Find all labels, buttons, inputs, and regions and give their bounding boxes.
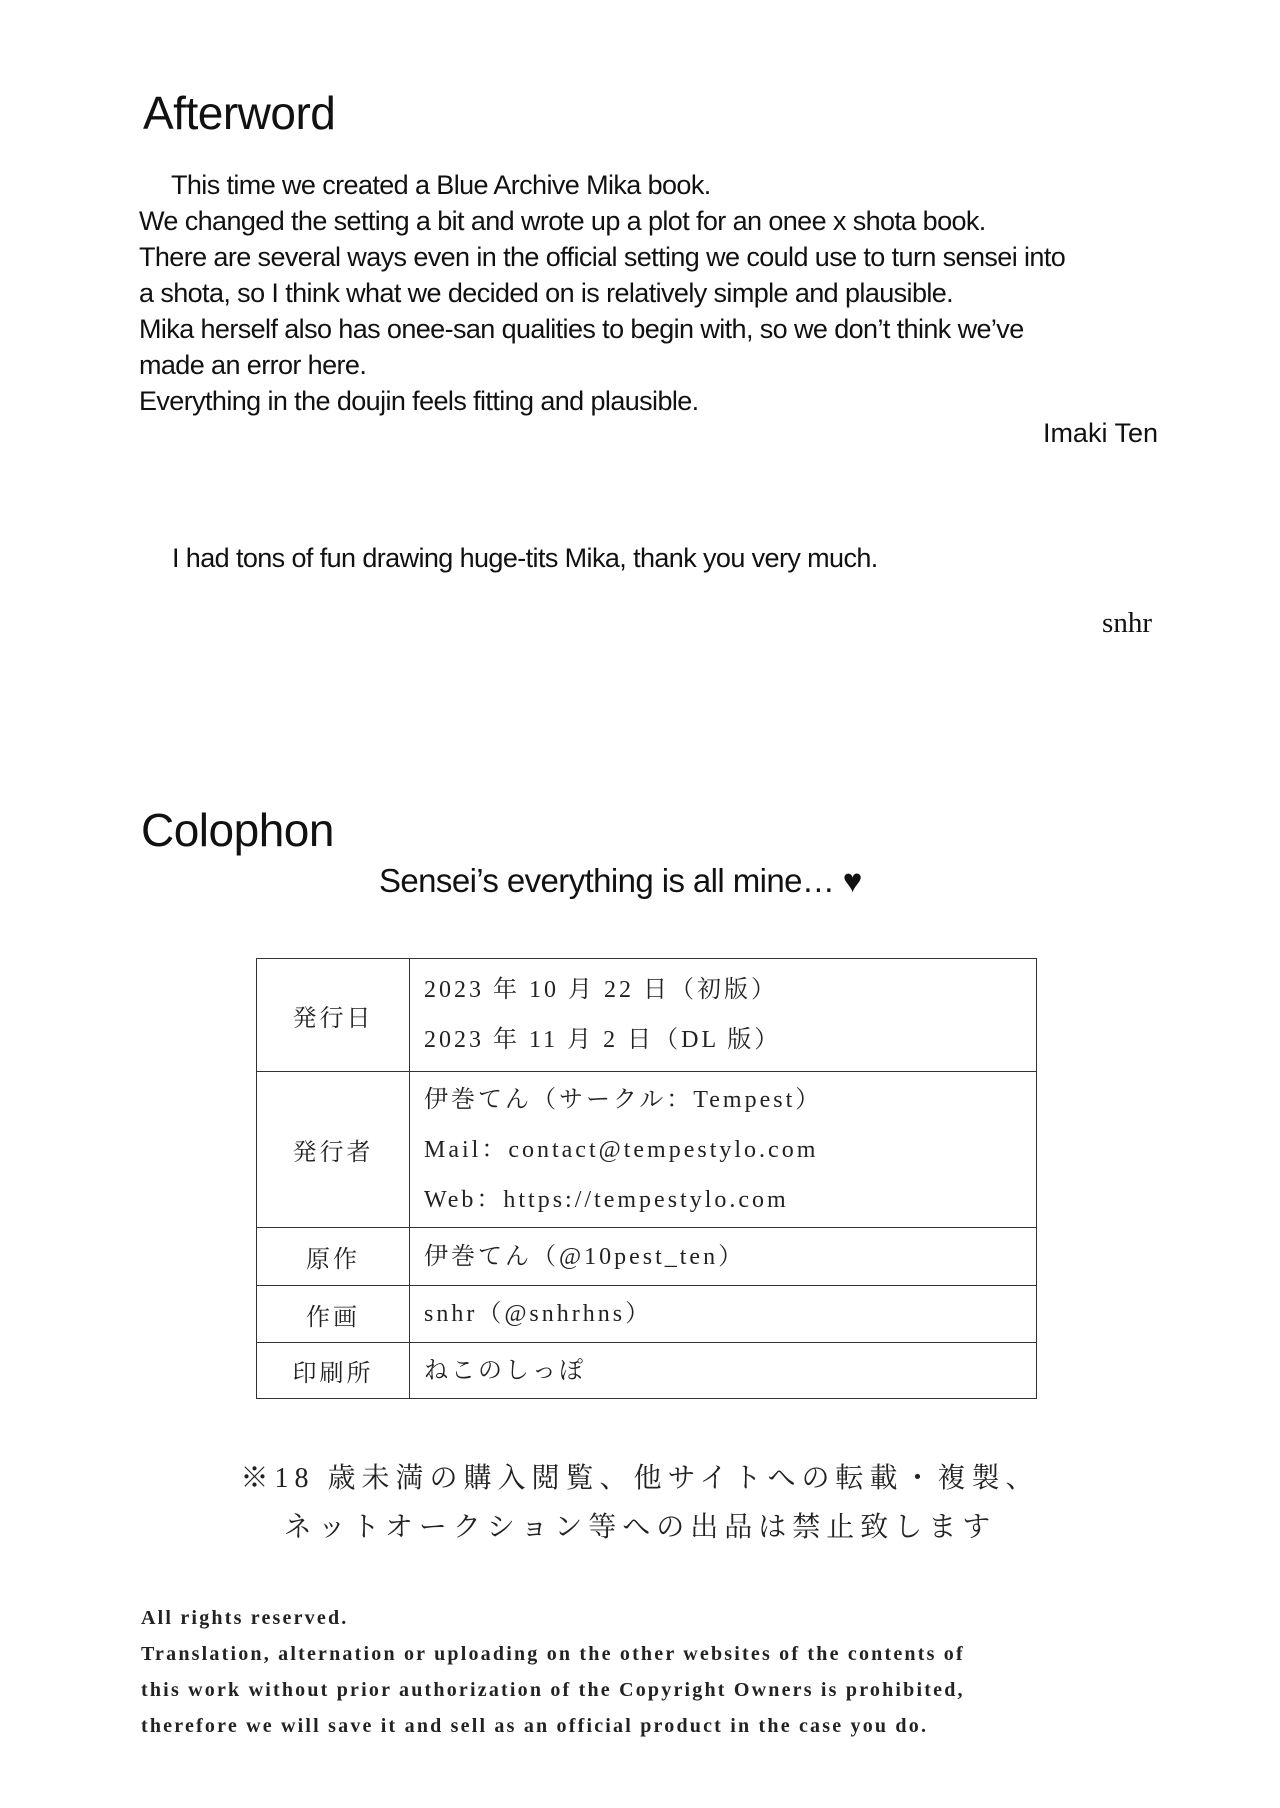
row-value: 2023 年 10 月 22 日（初版） xyxy=(424,977,778,1003)
row-value: 伊巻てん（@10pest_ten） xyxy=(424,1243,746,1270)
artist-note: I had tons of fun drawing huge-tits Mika, thank you very much. xyxy=(172,543,878,573)
row-value: 2023 年 11 月 2 日（DL 版） xyxy=(424,1027,782,1053)
table-row-original xyxy=(257,1228,1037,1286)
copyright-line: Translation, alternation or uploading on the other websites of the contents of xyxy=(141,1643,965,1665)
row-value: Mail：contact@tempestylo.com xyxy=(424,1136,819,1163)
afterword-line: We changed the setting a bit and wrote up a plot for an onee x shota book. xyxy=(139,206,986,236)
table-row-art xyxy=(257,1286,1037,1343)
colophon-table xyxy=(256,958,1037,1399)
afterword-title: Afterword xyxy=(143,87,336,139)
copyright-line: therefore we will save it and sell as an official product in the case you do. xyxy=(141,1715,929,1737)
table-row-publisher xyxy=(257,1072,1037,1228)
afterword-line: This time we created a Blue Archive Mika book. xyxy=(171,170,711,200)
afterword-line: made an error here. xyxy=(139,350,367,380)
row-label: 作画 xyxy=(257,1286,410,1343)
table-row-printer xyxy=(257,1343,1037,1399)
row-value: Web：https://tempestylo.com xyxy=(424,1186,789,1213)
afterword-line: Everything in the doujin feels fitting and plausible. xyxy=(139,386,699,416)
row-label: 発行日 xyxy=(257,959,410,1072)
table-row-release-date xyxy=(257,959,1037,1072)
book-title: Sensei’s everything is all mine… ♥ xyxy=(379,862,862,899)
afterword-line: Mika herself also has onee-san qualities to begin with, so we don’t think we’ve xyxy=(139,314,1024,344)
row-value: 伊巻てん（サークル：Tempest） xyxy=(424,1086,823,1113)
afterword-line: a shota, so I think what we decided on is relatively simple and plausible. xyxy=(139,278,954,308)
row-label: 発行者 xyxy=(257,1072,410,1228)
row-label: 印刷所 xyxy=(257,1343,410,1399)
row-value: snhr（@snhrhns） xyxy=(424,1301,653,1327)
signature-imaki-ten: Imaki Ten xyxy=(1042,418,1158,448)
age-notice-line: ※18 歳未満の購入閲覧、他サイトへの転載・複製、 xyxy=(240,1463,1040,1494)
afterword-line: There are several ways even in the official setting we could use to turn sensei into xyxy=(139,242,1066,272)
copyright-line: this work without prior authorization of the Copyright Owners is prohibited, xyxy=(141,1679,965,1701)
signature-snhr: snhr xyxy=(1102,607,1152,639)
row-label: 原作 xyxy=(257,1228,410,1286)
copyright-line: All rights reserved. xyxy=(141,1607,349,1629)
row-value: ねこのしっぽ xyxy=(424,1357,586,1384)
age-notice-line: ネットオークション等への出品は禁止致します xyxy=(283,1512,997,1543)
colophon-title: Colophon xyxy=(141,804,334,856)
